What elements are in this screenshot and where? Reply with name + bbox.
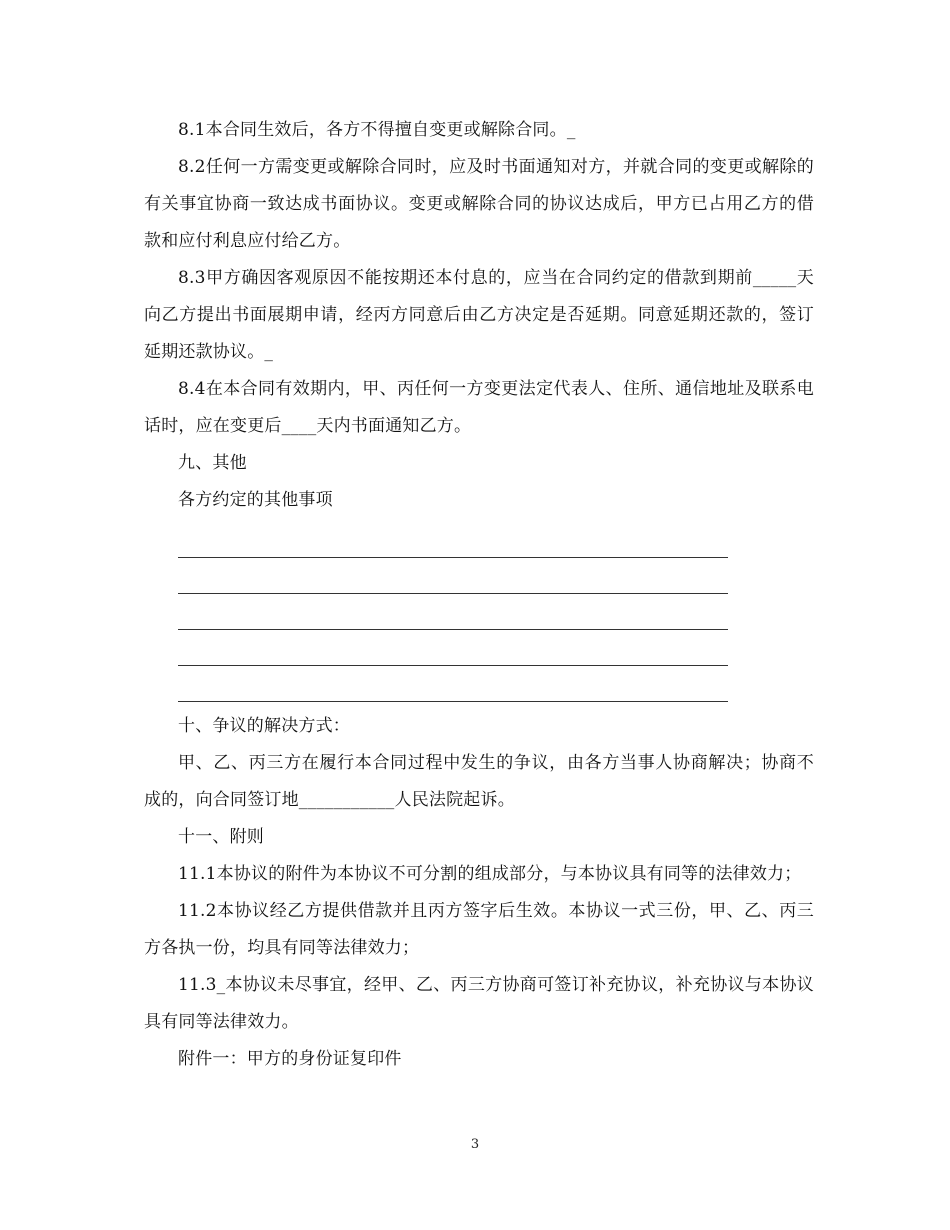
fill-in-line (178, 558, 728, 594)
fill-in-lines (144, 522, 814, 702)
clause-8-4: 8.4在本合同有效期内，甲、丙任何一方变更法定代表人、住所、通信地址及联系电话时，应在变更后____天内书面通知乙方。 (144, 379, 814, 436)
fill-in-line (178, 666, 728, 702)
other-matters-label: 各方约定的其他事项 (178, 490, 333, 510)
clause-8-3: 8.3甲方确因客观原因不能按期还本付息的，应当在合同约定的借款到期前_____天向乙方提出书面展期申请，经丙方同意后由乙方决定是否延期。同意延期还款的，签订延期还款协议。_ (144, 268, 814, 362)
clause-11-3: 11.3_本协议未尽事宜，经甲、乙、丙三方协商可签订补充协议，补充协议与本协议具有同等法律效力。 (144, 975, 814, 1032)
clause-8-1: 8.1本合同生效后，各方不得擅自变更或解除合同。_ (178, 120, 576, 140)
dispute-resolution-clause: 甲、乙、丙三方在履行本合同过程中发生的争议，由各方当事人协商解决；协商不成的，向合同签订地___________人民法院起诉。 (144, 753, 814, 810)
clause-11-2: 11.2本协议经乙方提供借款并且丙方签字后生效。本协议一式三份，甲、乙、丙三方各执一份，均具有同等法律效力； (144, 901, 814, 958)
clause-8-2: 8.2任何一方需变更或解除合同时，应及时书面通知对方，并就合同的变更或解除的有关事宜协商一致达成书面协议。变更或解除合同的协议达成后，甲方已占用乙方的借款和应付利息应付给乙方。 (144, 157, 814, 251)
fill-in-line (178, 594, 728, 630)
section-10-heading: 十、争议的解决方式： (178, 716, 350, 736)
fill-in-line (178, 630, 728, 666)
document-body (144, 112, 814, 1078)
page-number: 3 (470, 1137, 480, 1152)
clause-11-1: 11.1本协议的附件为本协议不可分割的组成部分，与本协议具有同等的法律效力； (178, 864, 802, 884)
attachment-1: 附件一：甲方的身份证复印件 (178, 1049, 402, 1069)
section-9-heading: 九、其他 (178, 453, 247, 473)
fill-in-line (178, 522, 728, 558)
section-11-heading: 十一、附则 (178, 827, 264, 847)
